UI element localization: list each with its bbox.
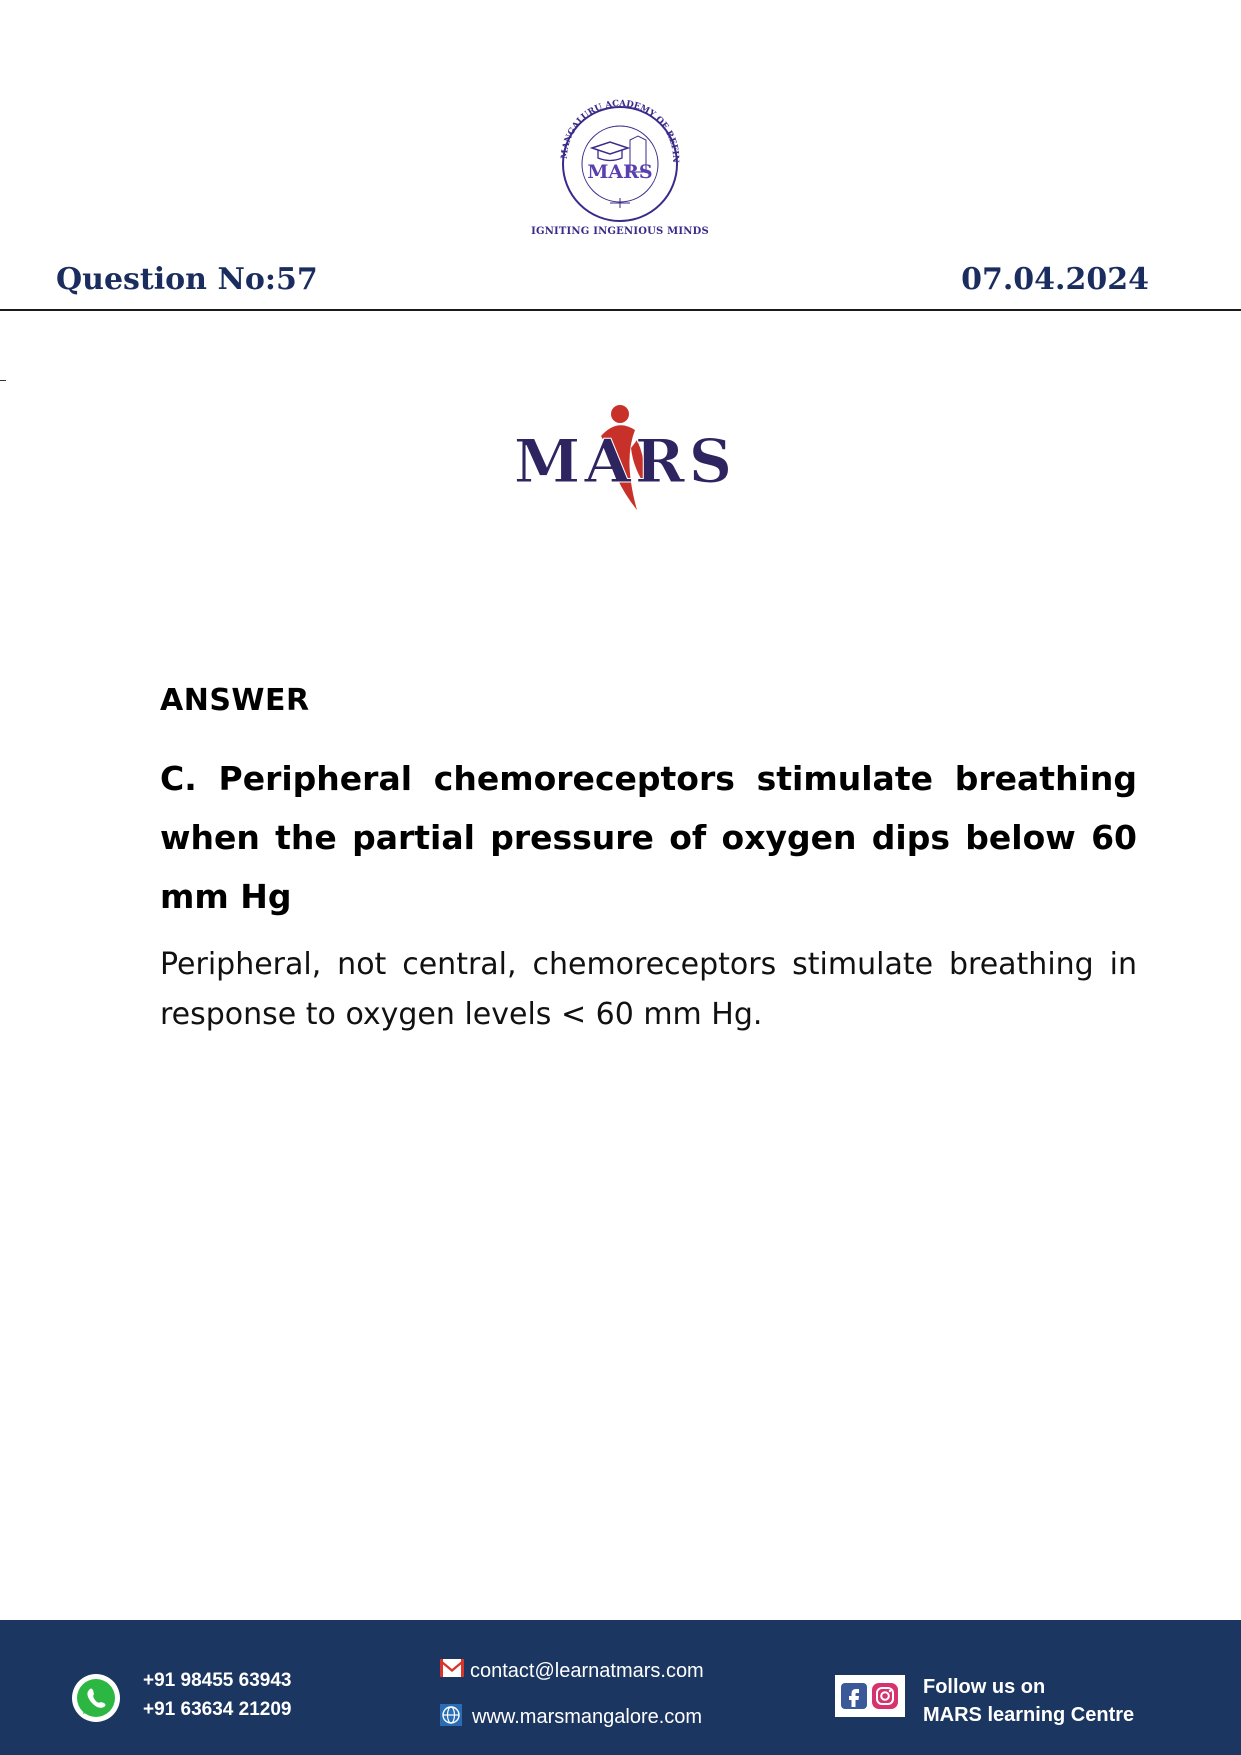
- answer-label: ANSWER: [160, 683, 310, 718]
- globe-icon: [440, 1704, 462, 1726]
- instagram-icon: [872, 1683, 898, 1709]
- seal-center-text: MARS: [587, 161, 653, 183]
- facebook-icon: [841, 1683, 867, 1709]
- follow-us-line-2[interactable]: MARS learning Centre: [923, 1704, 1135, 1726]
- follow-us-line-1: Follow us on: [923, 1676, 1046, 1698]
- social-icons: [835, 1675, 905, 1717]
- question-number: Question No:57: [56, 262, 318, 297]
- phone-number-2[interactable]: +91 63634 21209: [143, 1699, 292, 1720]
- whatsapp-icon[interactable]: [70, 1672, 122, 1724]
- question-date: 07.04.2024: [961, 262, 1149, 297]
- margin-tick: [0, 380, 6, 381]
- mars-logo: [505, 400, 745, 515]
- seal-emblem-icon: [520, 92, 720, 226]
- seal-ring-text: MANGALURU ACADEMY OF REFIN: [559, 98, 681, 163]
- contact-email[interactable]: contact@learnatmars.com: [470, 1660, 704, 1682]
- mail-icon: [440, 1659, 464, 1677]
- academy-seal: [520, 92, 720, 242]
- logo-wordmark: MARS: [513, 427, 737, 497]
- answer-explanation: Peripheral, not central, chemoreceptors stimulate breathing in response to oxygen levels < 60 mm Hg.: [160, 947, 1137, 1032]
- header-divider: [0, 309, 1241, 311]
- mars-figure-icon: [505, 400, 745, 515]
- website-link[interactable]: www.marsmangalore.com: [472, 1706, 703, 1728]
- seal-tagline: IGNITING INGENIOUS MINDS: [531, 226, 709, 237]
- answer-text: C. Peripheral chemoreceptors stimulate breathing when the partial pressure of oxygen dips below 60 mm Hg: [160, 759, 1137, 916]
- phone-number-1[interactable]: +91 98455 63943: [143, 1670, 292, 1691]
